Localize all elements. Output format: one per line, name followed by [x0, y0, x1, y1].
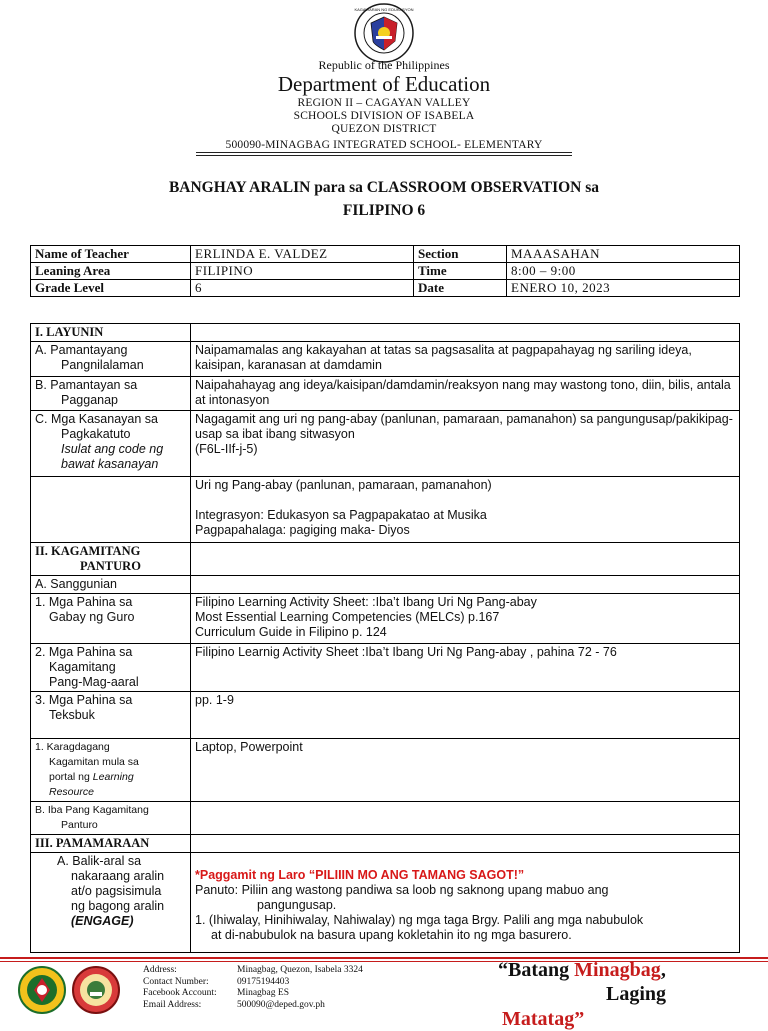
karagdagang-value: Laptop, Powerpoint [191, 739, 740, 802]
republic-line: Republic of the Philippines [318, 58, 450, 72]
table-row [31, 853, 740, 953]
table-row [31, 802, 740, 835]
karagdagang-label-3: portal ng [49, 771, 90, 783]
info-row [31, 263, 740, 280]
balik-aral-label: A. Balik-aral sa [57, 854, 142, 868]
pagpapahalaga-value: Pagpapahalaga: pagiging maka- Diyos [195, 523, 410, 537]
table-row [31, 835, 740, 853]
karagdagang-label-2: Kagamitan mula sa [49, 756, 139, 768]
kagamitang-value: Filipino Learnig Activity Sheet :Iba’t Ibang Uri Ng Pang-abay , pahina 72 - 76 [191, 644, 740, 692]
balik-aral-label-4: ng bagong aralin [71, 899, 165, 913]
area-label: Leaning Area [31, 263, 191, 280]
deped-seal-logo [354, 3, 414, 63]
school-slogan [498, 958, 666, 1031]
email-label: Email Address: [143, 999, 202, 1010]
kagamitang-label-3: Pang-Mag-aaral [49, 675, 139, 689]
teacher-value: ERLINDA E. VALDEZ [191, 246, 414, 263]
gabay-guro-value-1: Filipino Learning Activity Sheet: :Iba’t Ibang Uri Ng Pang-abay [195, 595, 537, 609]
panturo-heading: PANTURO [80, 559, 141, 573]
gabay-guro-value-3: Curriculum Guide in Filipino p. 124 [195, 625, 387, 639]
kasanayan-value: Nagagamit ang uri ng pang-abay (panlunan, pamaraan, pamanahon) sa pangungusap/pakikipag-usap sa ibat ibang sitwasyon [195, 412, 733, 441]
nilalaman-value: Uri ng Pang-abay (panlunan, pamaraan, pamanahon) [195, 478, 492, 492]
department-name: Department of Education [277, 72, 491, 96]
teacher-info-table [30, 245, 740, 297]
panuto-text: Panuto: Piliin ang wastong pandiwa sa loob ng saknong upang mabuo ang [195, 883, 609, 897]
table-row [31, 594, 740, 644]
school-logo [72, 966, 120, 1014]
footer-contact [143, 965, 363, 1011]
teksbuk-label: 3. Mga Pahina sa [35, 693, 133, 707]
deped-logo [18, 966, 66, 1014]
teksbuk-value: pp. 1-9 [191, 692, 740, 739]
slogan-line-2: Laging [606, 983, 667, 1005]
table-row [31, 477, 740, 543]
header-divider-thin [196, 155, 572, 156]
header-divider [196, 152, 572, 153]
document-title: BANGHAY ARALIN para sa CLASSROOM OBSERVATION sa [168, 179, 600, 196]
grade-value: 6 [191, 280, 414, 297]
address-value: Minagbag, Quezon, Isabela 3324 [237, 965, 363, 975]
pamamaraan-heading: III. PAMAMARAAN [31, 835, 191, 853]
iba-pang-label-2: Panturo [61, 819, 98, 831]
kagamitan-heading: II. KAGAMITANG [35, 544, 141, 558]
karagdagang-label: 1. Karagdagang [35, 741, 110, 753]
date-value: ENERO 10, 2023 [507, 280, 740, 297]
iba-pang-label: B. Iba Pang Kagamitang [35, 804, 149, 816]
table-row [31, 377, 740, 411]
teacher-label: Name of Teacher [31, 246, 191, 263]
pangnilalaman-label: Pangnilalaman [61, 358, 144, 372]
pamantayan-pagganap-label: B. Pamantayan sa [35, 378, 138, 392]
table-row [31, 644, 740, 692]
slogan-comma: , [660, 959, 666, 981]
isulat-label: Isulat ang code ng [61, 442, 164, 456]
item-1-text: 1. (Ihiwalay, Hinihiwalay, Nahiwalay) ng mga taga Brgy. Palili ang mga nabubulok [195, 913, 644, 927]
facebook-value: Minagbag ES [237, 988, 289, 998]
panuto-text-2: pangungusap. [257, 898, 337, 912]
table-row [31, 543, 740, 576]
contact-value: 09175194403 [237, 976, 290, 987]
document-subtitle: FILIPINO 6 [342, 202, 426, 219]
school-line: 500090-MINAGBAG INTEGRATED SCHOOL- ELEMENTARY [225, 139, 543, 151]
pagkakatuto-label: Pagkakatuto [61, 427, 131, 441]
gabay-guro-label: 1. Mga Pahina sa [35, 595, 133, 609]
table-row [31, 324, 740, 342]
section-label: Section [414, 246, 507, 263]
region-line: REGION II – CAGAYAN VALLEY [297, 97, 471, 109]
table-row [31, 576, 740, 594]
district-line: QUEZON DISTRICT [331, 123, 437, 135]
bawat-label: bawat kasanayan [61, 457, 159, 471]
facebook-label: Facebook Account: [143, 988, 217, 998]
table-row [31, 692, 740, 739]
slogan-open: “Batang [498, 959, 575, 981]
pamantayang-value: Naipamamalas ang kakayahan at tatas sa pagsasalita at pagpapahayag ng sariling ideya, kaisipan, karanasan at damdamin [191, 342, 740, 377]
contact-label: Contact Number: [143, 976, 209, 987]
address-label: Address: [143, 965, 177, 975]
area-value: FILIPINO [191, 263, 414, 280]
kasanayan-label: C. Mga Kasanayan sa [35, 412, 158, 426]
karagdagang-label-3b: Learning [92, 771, 134, 783]
gabay-guro-label-2: Gabay ng Guro [49, 610, 135, 624]
grade-label: Grade Level [31, 280, 191, 297]
layunin-heading: I. LAYUNIN [31, 324, 191, 342]
karagdagang-label-4: Resource [49, 786, 94, 798]
slogan-school: Minagbag [574, 959, 661, 981]
email-value: 500090@deped.gov.ph [237, 999, 325, 1010]
section-value: MAAASAHAN [507, 246, 740, 263]
balik-aral-label-2: nakaraang aralin [71, 869, 165, 883]
item-1-text-2: at di-nabubulok na basura upang kokletahin ito ng mga basurero. [211, 928, 572, 942]
seal-text: KAGAWARAN NG EDUKASYON [354, 7, 414, 12]
teksbuk-label-2: Teksbuk [49, 708, 95, 722]
slogan-line-3: Matatag” [502, 1008, 585, 1030]
lesson-plan-table [30, 323, 740, 953]
gabay-guro-value-2: Most Essential Learning Competencies (MELCs) p.167 [195, 610, 500, 624]
table-row [31, 342, 740, 377]
pagganap-value: Naipahahayag ang ideya/kaisipan/damdamin/reaksyon nang may wastong tono, diin, bilis, antala at intonasyon [191, 377, 740, 411]
table-row [31, 411, 740, 477]
balik-aral-label-3: at/o pagsisimula [71, 884, 162, 898]
integrasyon-value: Integrasyon: Edukasyon sa Pagpapakatao at Musika [195, 508, 487, 522]
competency-code: (F6L-IIf-j-5) [195, 442, 258, 456]
sanggunian-label: A. Sanggunian [31, 576, 191, 594]
pagganap-label: Pagganap [61, 393, 119, 407]
game-title: *Paggamit ng Laro “PILIIIN MO ANG TAMANG SAGOT!” [195, 868, 525, 882]
info-row [31, 246, 740, 263]
time-label: Time [414, 263, 507, 280]
date-label: Date [414, 280, 507, 297]
time-value: 8:00 – 9:00 [507, 263, 740, 280]
engage-label: (ENGAGE) [71, 914, 134, 928]
table-row [31, 739, 740, 802]
pamantayang-label: A. Pamantayang [35, 343, 128, 357]
division-line: SCHOOLS DIVISION OF ISABELA [293, 110, 475, 122]
info-row [31, 280, 740, 297]
kagamitang-label: 2. Mga Pahina sa [35, 645, 133, 659]
kagamitang-label-2: Kagamitang [49, 660, 116, 674]
